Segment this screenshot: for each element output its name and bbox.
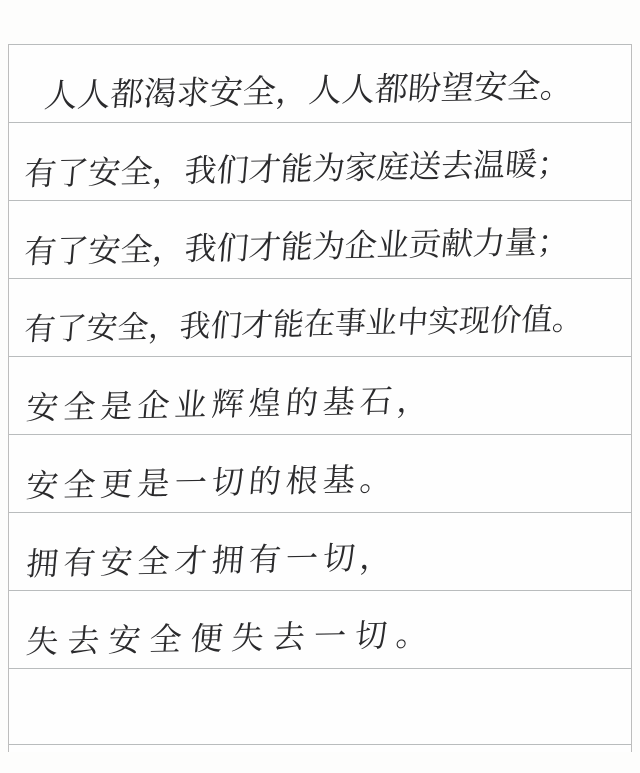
handwriting-text: 人人都渴求安全，人人都盼望安全。 (42, 65, 576, 115)
handwriting-row (9, 352, 631, 430)
handwriting-row (9, 430, 631, 508)
handwriting-text: 安全更是一切的根基。 (24, 459, 399, 505)
handwriting-text: 有了安全，我们才能为企业贡献力量； (22, 222, 572, 271)
handwriting-row-empty (9, 664, 631, 742)
handwriting-row (9, 586, 631, 664)
handwriting-text: 失去安全便失去一切。 (24, 615, 439, 661)
ruled-paper-sheet (8, 44, 632, 752)
handwriting-row (9, 508, 631, 586)
handwriting-text: 有了安全，我们才能在事业中实现价值。 (22, 301, 585, 348)
handwriting-row (9, 118, 631, 196)
handwriting-row (9, 40, 631, 118)
handwriting-text: 拥有安全才拥有一切， (24, 537, 399, 583)
rule-line (9, 744, 631, 745)
handwriting-row (9, 196, 631, 274)
handwriting-text: 有了安全，我们才能为家庭送去温暖； (22, 144, 572, 193)
handwriting-text: 安全是企业辉煌的基石， (24, 381, 436, 427)
handwriting-row (9, 274, 631, 352)
